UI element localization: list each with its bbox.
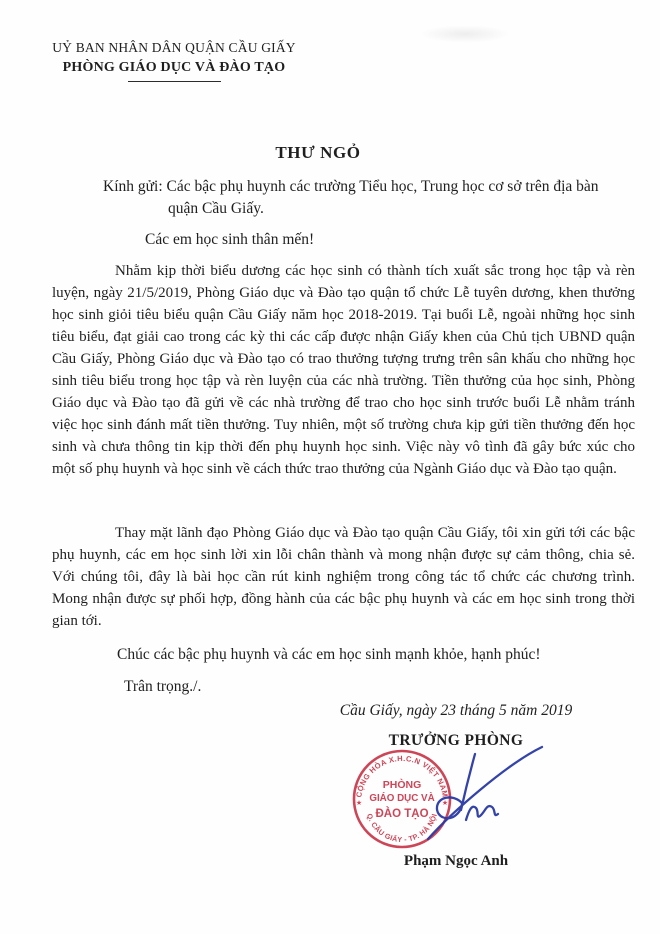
wish-line: Chúc các bậc phụ huynh và các em học sinh mạnh khỏe, hạnh phúc! — [117, 646, 541, 663]
salutation — [103, 176, 599, 220]
closing-line: Trân trọng./. — [124, 678, 202, 695]
signer-name: Phạm Ngọc Anh — [403, 853, 509, 869]
signature-stroke-zigzag — [466, 806, 498, 820]
stamp-center-line-3: ĐÀO TẠO — [375, 808, 429, 820]
date-place-line: Cầu Giấy, ngày 23 tháng 5 năm 2019 — [339, 702, 573, 719]
stamp-star-left-icon: ★ — [355, 800, 363, 807]
stamp-star-right-icon: ★ — [441, 800, 449, 807]
body-paragraph-1: Nhằm kịp thời biểu dương các học sinh có thành tích xuất sắc trong học tập và rèn luyện, ngày 21/5/2019, Phòng Giáo dục và Đào tạo quận tổ chức Lễ tuyên dương, khen thưởng học sinh giỏi tiêu biểu quận Cầu Giấy năm học 2018-2019. Tại buổi Lễ, ngoài những học sinh tiêu biểu, đạt giải cao trong các kỳ thi các cấp được nhận Giấy khen của Chủ tịch UBND quận Cầu Giấy, Phòng Giáo dục và Đào tạo có trao thưởng tượng trưng trên sân khấu cho những học sinh tiêu biểu trong học tập và rèn luyện của các nhà trường. Tiền thưởng của học sinh, Phòng Giáo dục và Đào tạo đã gửi về các nhà trường để trao cho học sinh trước buổi Lễ nhằm tránh việc học sinh đánh mất tiền thưởng. Tuy nhiên, một số trường chưa kịp gửi tiền thưởng đến học sinh và chưa thông tin kịp thời đến phụ huynh học sinh. Việc này vô tình đã gây bức xúc cho một số phụ huynh và học sinh về cách thức trao thưởng của Ngành Giáo dục và Đào tạo quận. — [52, 263, 635, 477]
stamp-ring-top-text: CỘNG HÒA X.H.C.N VIỆT NAM — [354, 753, 450, 799]
letterhead-divider — [128, 81, 221, 82]
handwritten-signature — [412, 744, 547, 844]
letter-title: THƯ NGỎ — [275, 143, 361, 162]
scan-smudge — [420, 25, 510, 43]
letterhead — [34, 40, 314, 82]
body-paragraph-2: Thay mặt lãnh đạo Phòng Giáo dục và Đào tạo quận Cầu Giấy, tôi xin gửi tới các bậc phụ huynh, các em học sinh lời xin lỗi chân thành và mong nhận được sự cảm thông, chia sẻ. Với chúng tôi, đây là bài học cần rút kinh nghiệm trong công tác tổ chức các chương trình. Mong nhận được sự phối hợp, đồng hành của các bậc phụ huynh và các em học sinh trong thời gian tới. — [52, 525, 635, 629]
stamp-center-line-1: PHÒNG — [382, 779, 422, 791]
stamp-ring-bottom-text: Q. CẦU GIẤY - TP. HÀ NỘI — [364, 812, 439, 845]
stamp-center-line-2: GIÁO DỤC VÀ — [369, 793, 435, 804]
department-name: PHÒNG GIÁO DỤC VÀ ĐÀO TẠO — [62, 60, 286, 75]
greeting-line: Các em học sinh thân mến! — [145, 231, 315, 248]
signer-title: TRƯỞNG PHÒNG — [388, 732, 524, 749]
signature-stroke-flourish — [428, 747, 542, 839]
issuing-authority: UỶ BAN NHÂN DÂN QUẬN CẦU GIẤY — [52, 40, 296, 55]
salutation-line-1: Kính gửi: Các bậc phụ huynh các trường Tiểu học, Trung học cơ sở trên địa bàn — [103, 178, 599, 195]
salutation-line-2: quận Cầu Giấy. — [168, 200, 264, 217]
